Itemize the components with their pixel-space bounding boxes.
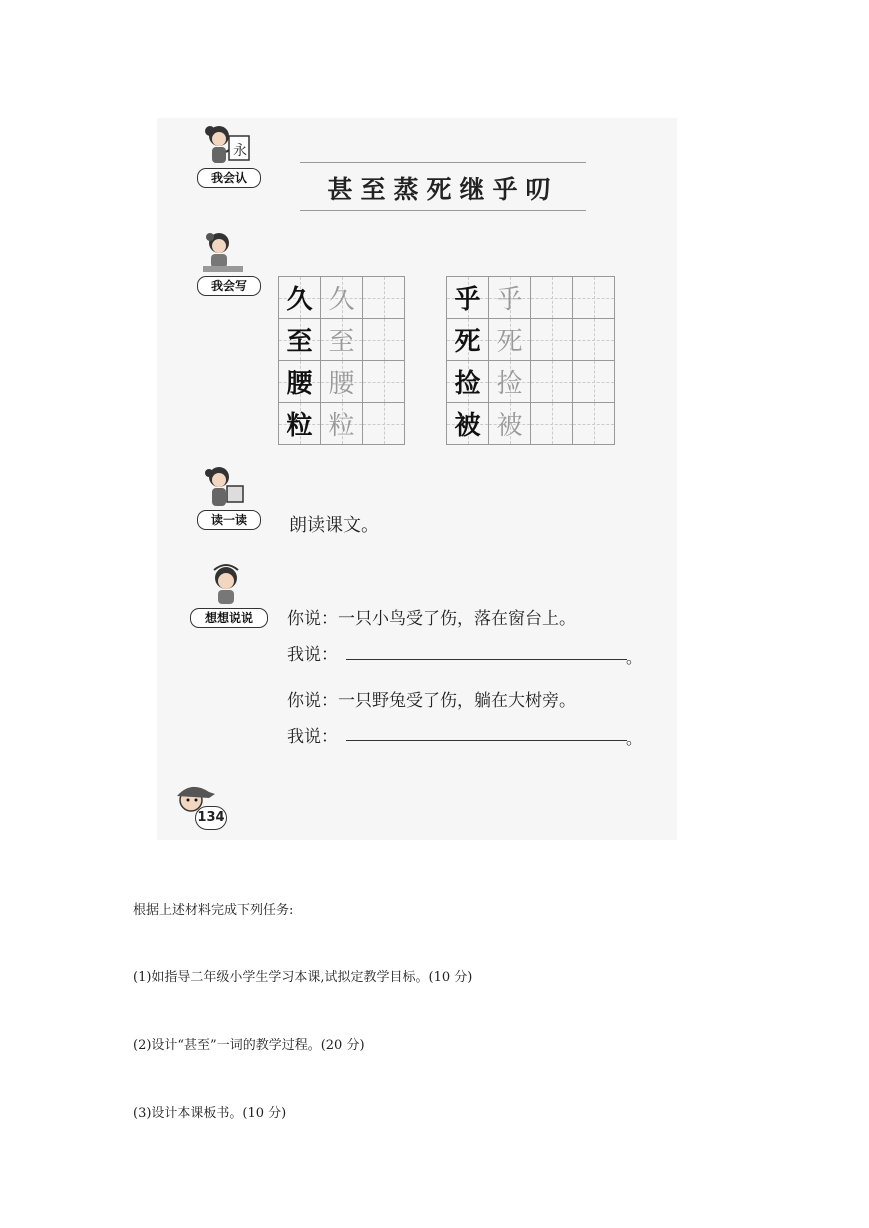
grid-cell	[321, 403, 363, 445]
task-item-2: (2)设计“甚至”一词的教学过程。(20 分)	[133, 1038, 365, 1053]
task-item-1: (1)如指导二年级小学生学习本课,试拟定教学目标。(10 分)	[133, 970, 473, 985]
grid-cell	[489, 277, 531, 319]
dialogue-me-1: 我说：	[287, 645, 338, 665]
read-section-icon	[197, 464, 261, 530]
grid-cell-empty	[531, 403, 573, 445]
model-char: 久	[286, 285, 313, 315]
girl-writing-icon	[197, 230, 261, 276]
recognize-label: 我会认	[197, 168, 261, 188]
answer-blank-2[interactable]	[346, 740, 627, 741]
grid-cell	[447, 361, 489, 403]
grid-cell	[279, 403, 321, 445]
grid-cell	[489, 361, 531, 403]
trace-char: 被	[496, 411, 523, 441]
trace-char: 死	[496, 327, 523, 357]
grid-cell	[447, 403, 489, 445]
grid-cell	[321, 319, 363, 361]
grid-cell	[279, 319, 321, 361]
page-number-badge	[169, 780, 233, 830]
write-section-icon	[197, 230, 261, 296]
grid-cell	[279, 361, 321, 403]
trace-char: 久	[328, 285, 355, 315]
recognize-chars: 甚至蒸死继乎叨	[327, 175, 559, 204]
grid-cell-empty	[573, 277, 615, 319]
answer-period-1: 。	[626, 648, 643, 667]
model-char: 腰	[286, 369, 313, 399]
boy-thinking-icon	[196, 562, 260, 608]
read-label: 读一读	[197, 510, 261, 530]
read-instruction: 朗读课文。	[289, 515, 379, 536]
model-char: 死	[454, 327, 481, 357]
model-char: 粒	[286, 411, 313, 441]
writing-grid-left	[278, 276, 405, 445]
answer-period-2: 。	[626, 729, 643, 748]
dialogue-me-2: 我说：	[287, 727, 338, 747]
grid-cell-empty	[363, 319, 405, 361]
strip-line-top	[300, 162, 586, 163]
model-char: 被	[454, 411, 481, 441]
model-char: 至	[286, 327, 313, 357]
grid-cell	[447, 319, 489, 361]
girl-pointing-icon	[197, 122, 261, 168]
grid-cell-empty	[363, 361, 405, 403]
recognize-sign-char: 永	[233, 143, 247, 159]
dialogue-you-1: 你说：一只小鸟受了伤，落在窗台上。	[287, 609, 576, 629]
task-item-3: (3)设计本课板书。(10 分)	[133, 1106, 287, 1121]
recognize-char-strip	[300, 160, 586, 214]
write-label: 我会写	[197, 276, 261, 296]
recognize-section-icon	[197, 122, 261, 188]
answer-blank-1[interactable]	[346, 659, 627, 660]
trace-char: 腰	[328, 369, 355, 399]
grid-cell-empty	[573, 361, 615, 403]
think-section-icon	[196, 562, 260, 628]
grid-cell-empty	[531, 361, 573, 403]
grid-cell	[321, 361, 363, 403]
page-number: 134	[195, 806, 227, 830]
grid-cell	[321, 277, 363, 319]
grid-cell	[489, 319, 531, 361]
grid-cell-empty	[531, 319, 573, 361]
think-label: 想想说说	[190, 608, 268, 628]
dialogue-you-2: 你说：一只野兔受了伤，躺在大树旁。	[287, 691, 576, 711]
trace-char: 乎	[496, 285, 523, 315]
grid-cell	[279, 277, 321, 319]
grid-cell	[489, 403, 531, 445]
grid-cell-empty	[573, 319, 615, 361]
model-char: 捡	[454, 369, 481, 399]
grid-cell	[447, 277, 489, 319]
grid-cell-empty	[363, 277, 405, 319]
grid-cell-empty	[573, 403, 615, 445]
grid-cell-empty	[363, 403, 405, 445]
trace-char: 捡	[496, 369, 523, 399]
trace-char: 粒	[328, 411, 355, 441]
trace-char: 至	[328, 327, 355, 357]
grid-cell-empty	[531, 277, 573, 319]
strip-line-bottom	[300, 210, 586, 211]
model-char: 乎	[454, 285, 481, 315]
girl-reading-icon	[197, 464, 261, 510]
writing-grid-right	[446, 276, 615, 445]
task-intro: 根据上述材料完成下列任务:	[133, 903, 294, 918]
